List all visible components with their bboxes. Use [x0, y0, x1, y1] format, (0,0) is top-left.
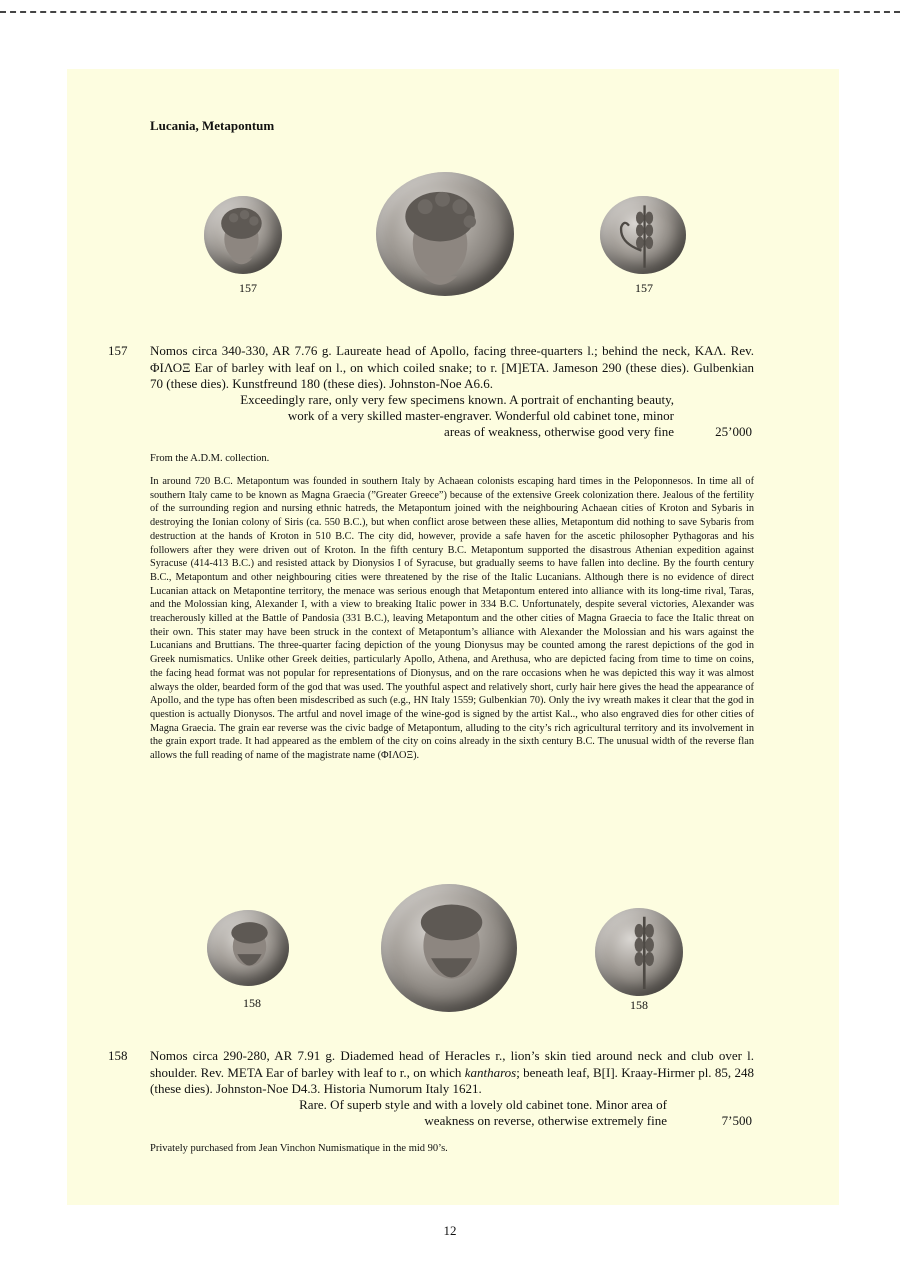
- condition-line: Exceedingly rare, only very few specimens known. A portrait of enchanting beauty,: [240, 392, 674, 407]
- lot-description: Nomos circa 340-330, AR 7.76 g. Laureate head of Apollo, facing three-quarters l.; behind the neck, ΚΑΛ. Rev. ΦΙΛΟΞ Ear of barley with leaf on l., on which coiled snake; to r. [Μ]ΕΤΑ. Jameson 290 (these dies). Gulbenkian 70 (these dies). Kunstfreund 180 (these dies). Johnston-Noe A6.6.: [150, 343, 754, 391]
- page-number: 12: [443, 1223, 457, 1238]
- coin-label: 157: [239, 281, 257, 295]
- description-text: Nomos circa 290-280, AR 7.91 g. Diademed head of Heracles r., lion’s skin tied around neck and club over l. shoulder. Rev. ΜΕΤΑ Ear of barley with leaf to r., on which: [150, 1048, 754, 1080]
- head-portrait-icon: [204, 196, 282, 274]
- lot-price: 25’000: [715, 424, 752, 439]
- section-title: Lucania, Metapontum: [150, 118, 275, 133]
- description-italic: kantharos: [464, 1064, 517, 1080]
- lot-price: 7’500: [721, 1113, 752, 1128]
- coin-158-reverse: [595, 908, 683, 996]
- coin-label: 158: [243, 996, 261, 1010]
- lot-number: 157: [108, 343, 128, 358]
- head-portrait-icon: [376, 172, 514, 296]
- barley-ear-icon: [595, 908, 683, 996]
- coin-157-obverse-large: [376, 172, 514, 296]
- provenance-note: From the A.D.M. collection.: [150, 453, 270, 464]
- coin-158-obverse-large: [381, 884, 517, 1012]
- provenance-note: Privately purchased from Jean Vinchon Numismatique in the mid 90’s.: [150, 1143, 448, 1154]
- coin-157-reverse: [600, 196, 686, 274]
- bearded-head-icon: [381, 884, 517, 1012]
- bearded-head-icon: [207, 910, 289, 986]
- barley-ear-icon: [600, 196, 686, 274]
- historical-essay: In around 720 B.C. Metapontum was founded in southern Italy by Achaean colonists escaping hard times in the Peloponnesos. In time all of southern Italy came to be known as Magna Graecia (”Greater Greece”) because of the extensive Greek colonization there. Jealous of the fertility of the surrounding region and nursing ethnic hatreds, the Metapontum joined with the neighbouring Achaean cities of Kroton and Sybaris in destroying the Ionian colony of Siris (ca. 550 B.C.), but when conflict arose between these allies, Metapontum did nothing to save Sybaris from destruction at the hands of Kroton in 510 B.C. The city did, however, provide a safe haven for the ascetic philosopher Pythagoras and his followers after they were driven out of Kroton. In the fifth century B.C. Metapontum supported the disastrous Athenian expedition against Syracuse (414-413 B.C.) and resisted attack by Dionysios I of Syracuse, but gradually seems to have fallen into decline. By the fourth century B.C., Metapontum and other neighbouring cities were threatened by the rise of the Italic Lucanians. Although there is no evidence of direct Lucanian attack on Metapontine territory, the menace was serious enough that Metapontum entered into alliance with its long-time rival, Taras, and the Molossian king, Alexander I, with a view to breaking Italic power in 334 B.C. Unfortunately, despite several victories, Alexander was treacherously killed at the Battle of Pandosia (331 B.C.), leaving Metapontum and the other cities of Magna Graecia to face the Italic threat on their own. This stater may have been struck in the context of Metapontum’s alliance with Alexander the Molossian and his wars against the Lucanians and Bruttians. The three-quarter facing depiction of the young Dionysus may be counted among the rarest depictions of the god in Greek numismatics. Unlike other Greek deities, particularly Apollo, Athena, and Arethusa, who are depicted facing from time to time on coins, the facing head format was not popular for representations of Dionysus, and on the rare occasions when he was depicted this way it was almost always the older, bearded form of the god that was used. The youthful aspect and relatively short, curly hair here gives the head the appearance of Apollo, and the type has often been misdescribed as such (e.g., HN Italy 1559; Gulbenkian 70). Only the ivy wreath makes it clear that the god in question is actually Dionysos. The artful and novel image of the wine-god is signed by the artist Kal.., who also engraved dies for other cities of Magna Graecia. The grain ear reverse was the civic badge of Metapontum, alluding to the city’s rich agricultural territory and its involvement in the grain export trade. It had appeared as the emblem of the city on coins already in the sixth century B.C. The unusual width of the reverse flan allows the full reading of name of the magistrate name (ΦΙΛΟΞ).: [150, 476, 754, 762]
- condition-line: Rare. Of superb style and with a lovely old cabinet tone. Minor area of: [299, 1097, 667, 1112]
- lot-number: 158: [108, 1048, 128, 1063]
- coin-label: 158: [630, 998, 648, 1012]
- description-text: ; beneath leaf, Β[Ι]. Kraay-Hirmer pl. 85, 248 (these dies). Johnston-Noe D4.3. Historia Numorum Italy 1621.: [150, 1064, 754, 1096]
- condition-line: areas of weakness, otherwise good very fine: [444, 424, 674, 439]
- coin-label: 157: [635, 281, 653, 295]
- coin-157-obverse-small: [204, 196, 282, 274]
- top-dashed-border: [0, 11, 900, 13]
- condition-line: weakness on reverse, otherwise extremely fine: [424, 1113, 667, 1128]
- lot-description: [150, 1048, 754, 1098]
- condition-line: work of a very skilled master-engraver. Wonderful old cabinet tone, minor: [287, 408, 674, 423]
- coin-158-obverse-small: [207, 910, 289, 986]
